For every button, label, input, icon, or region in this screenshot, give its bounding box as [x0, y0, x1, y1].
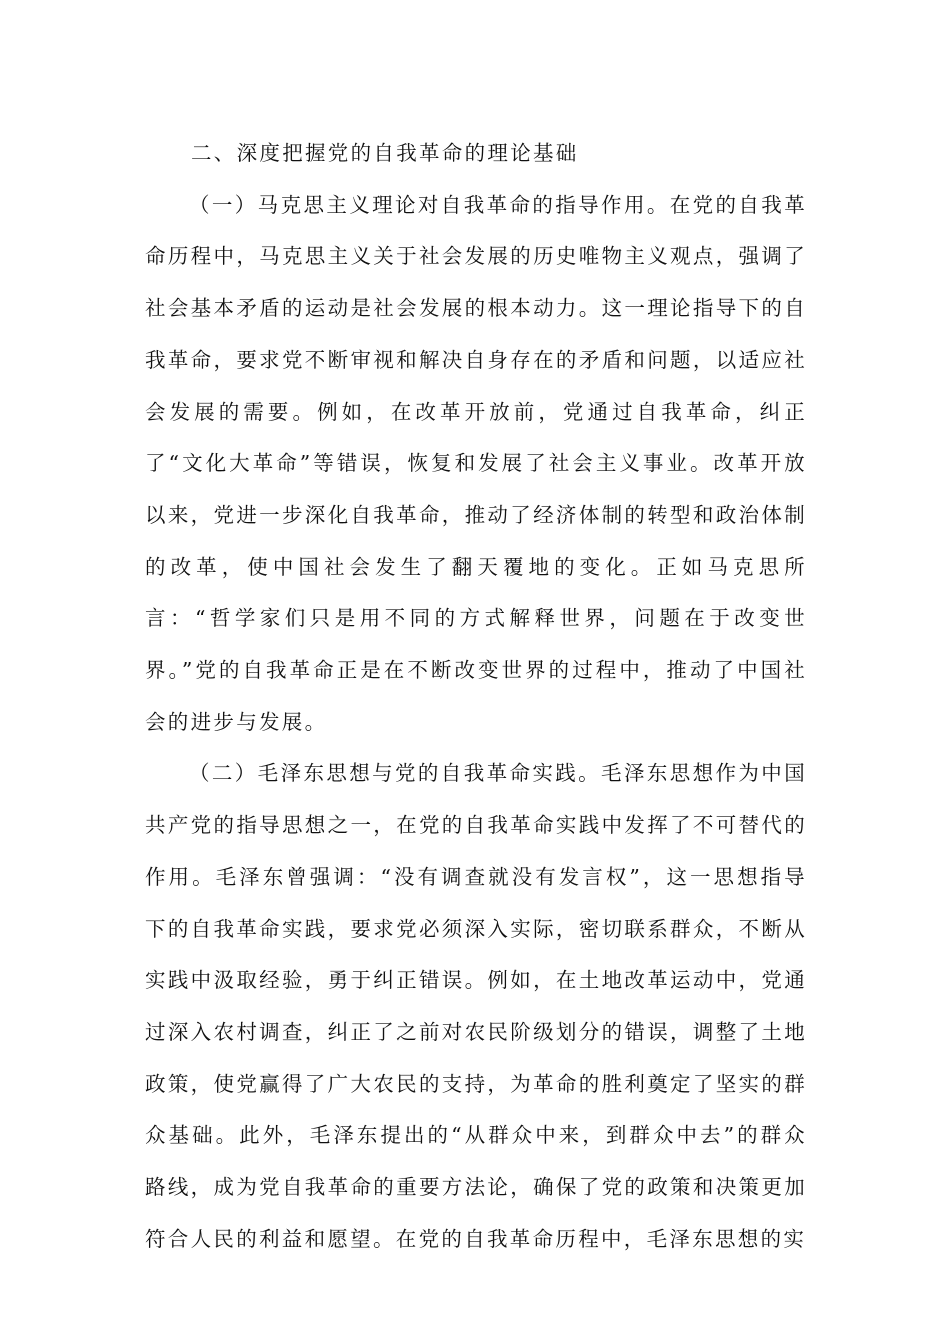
paragraph-mao-zedong-thought: （二）毛泽东思想与党的自我革命实践。毛泽东思想作为中国共产党的指导思想之一，在党的自我革命实践中发挥了不可替代的作用。毛泽东曾强调：“没有调查就没有发言权”，这一思想指导下的自我革命实践，要求党必须深入实际，密切联系群众，不断从实践中汲取经验，勇于纠正错误。例如，在土地改革运动中，党通过深入农村调查，纠正了之前对农民阶级划分的错误，调整了土地政策，使党赢得了广大农民的支持，为革命的胜利奠定了坚实的群众基础。此外，毛泽东提出的“从群众中来，到群众中去”的群众路线，成为党自我革命的重要方法论，确保了党的政策和决策更加符合人民的利益和愿望。在党的自我革命历程中，毛泽东思想的实 [145, 761, 807, 1251]
document-body [145, 128, 807, 1265]
section-heading: 二、深度把握党的自我革命的理论基础 [191, 141, 579, 165]
paragraph-marxism: （一）马克思主义理论对自我革命的指导作用。在党的自我革命历程中，马克思主义关于社会发展的历史唯物主义观点，强调了社会基本矛盾的运动是社会发展的根本动力。这一理论指导下的自我革命，要求党不断审视和解决自身存在的矛盾和问题，以适应社会发展的需要。例如，在改革开放前，党通过自我革命，纠正了“文化大革命”等错误，恢复和发展了社会主义事业。改革开放以来，党进一步深化自我革命，推动了经济体制的转型和政治体制的改革，使中国社会发生了翻天覆地的变化。正如马克思所言：“哲学家们只是用不同的方式解释世界，问题在于改变世界。”党的自我革命正是在不断改变世界的过程中，推动了中国社会的进步与发展。 [145, 192, 807, 734]
